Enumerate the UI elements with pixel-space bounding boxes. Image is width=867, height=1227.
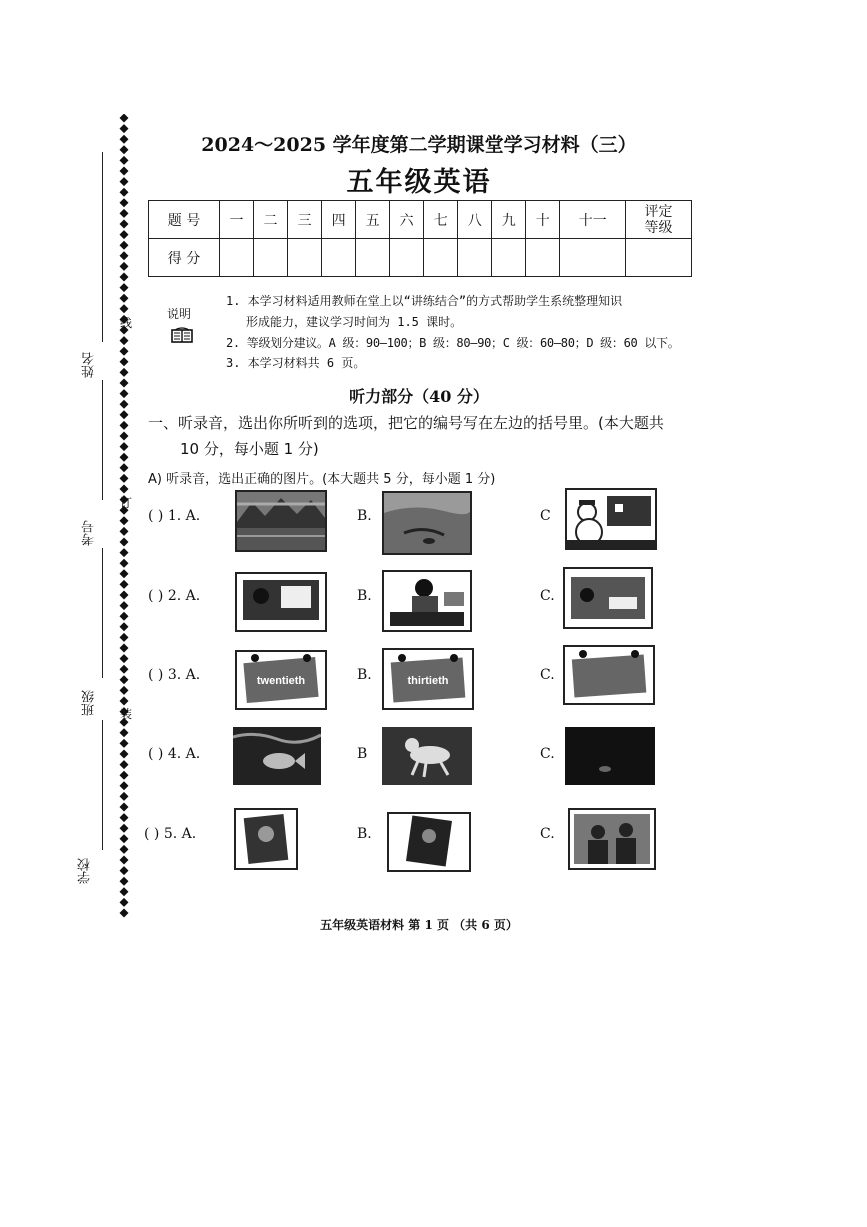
item-3-picture-a-text: twentieth: [256, 675, 306, 687]
diamond-mark: [120, 485, 129, 494]
diamond-mark: [120, 559, 129, 568]
item-4-picture-b: [382, 727, 472, 785]
tv-watching-image: [237, 574, 325, 630]
diamond-mark: [120, 251, 129, 260]
diamond-mark: [120, 792, 129, 801]
column-9: 九: [492, 201, 526, 239]
item-4-number: ( ) 4. A.: [148, 746, 201, 762]
diamond-mark: [120, 580, 129, 589]
page-footer: 五年级英语材料 第 1 页 （共 6 页）: [320, 918, 518, 932]
grade-header-bottom: 等级: [644, 219, 673, 236]
diamond-mark: [120, 188, 129, 197]
item-5-picture-c: [568, 808, 656, 870]
item-2-picture-a: [235, 572, 327, 632]
diamond-mark: [120, 421, 129, 430]
diamond-mark: [120, 294, 129, 303]
item-2-number: ( ) 2. A.: [148, 588, 201, 604]
diamond-mark: [120, 273, 129, 282]
score-cell: [288, 239, 322, 277]
calendar-card-image: [237, 652, 325, 708]
item-1-picture-c: [565, 488, 657, 550]
item-5-picture-a: [234, 808, 298, 870]
question-1-instructions: [148, 410, 693, 462]
item-4-picture-c: [565, 727, 655, 785]
cut-word-staple: 订: [120, 496, 133, 510]
diamond-mark: [120, 866, 129, 875]
diamond-mark: [120, 877, 129, 886]
item-3-picture-b: [382, 648, 474, 710]
diamond-mark: [120, 241, 129, 250]
note-3: 3. 本学习材料共 6 页。: [226, 356, 366, 370]
diamond-mark: [120, 909, 129, 918]
margin-line-name: [102, 152, 103, 342]
question-1-line-2: 10 分，每小题 1 分): [180, 440, 319, 458]
diamond-mark: [120, 156, 129, 165]
item-3-picture-c: [563, 645, 655, 705]
item-4-picture-a: [233, 727, 321, 785]
diamond-mark: [120, 898, 129, 907]
diamond-mark: [120, 124, 129, 133]
calendar-card-image: [384, 650, 472, 708]
column-6: 六: [390, 201, 424, 239]
portrait-image: [389, 814, 469, 870]
cooking-image: [384, 572, 470, 630]
diamond-mark: [120, 463, 129, 472]
diamond-mark: [120, 145, 129, 154]
column-10: 十: [526, 201, 560, 239]
item-3-number: ( ) 3. A.: [148, 667, 201, 683]
column-8: 八: [458, 201, 492, 239]
diamond-mark: [120, 347, 129, 356]
diamond-mark: [120, 262, 129, 271]
diamond-mark: [120, 728, 129, 737]
diamond-mark: [120, 856, 129, 865]
item-1-picture-b: [382, 491, 472, 555]
part-a-instructions: A) 听录音，选出正确的图片。(本大题共 5 分，每小题 1 分): [148, 472, 496, 487]
diamond-mark: [120, 167, 129, 176]
item-4-option-b: B: [357, 746, 368, 762]
note-2: 2. 等级划分建议。A 级：90—100；B 级：80—90；C 级：60—80；D 级：60 以下。: [226, 336, 680, 350]
item-2-option-c: C.: [540, 588, 555, 604]
binding-diamond-border: [117, 114, 131, 920]
diamond-mark: [120, 845, 129, 854]
class-label: 班级: [82, 690, 97, 716]
diamond-mark: [120, 739, 129, 748]
diamond-mark: [120, 230, 129, 239]
calendar-card-image: [565, 647, 653, 703]
item-5-option-c: C.: [540, 826, 555, 842]
item-1-number: ( ) 1. A.: [148, 508, 201, 524]
note-1-continued: 形成能力，建议学习时间为 1.5 课时。: [246, 315, 463, 329]
diamond-mark: [120, 304, 129, 313]
grade-header: [626, 201, 692, 239]
diamond-mark: [120, 612, 129, 621]
column-4: 四: [322, 201, 356, 239]
item-4-option-c: C.: [540, 746, 555, 762]
diamond-mark: [120, 622, 129, 631]
column-5: 五: [356, 201, 390, 239]
note-1: 1. 本学习材料适用教师在堂上以“讲练结合”的方式帮助学生系统整理知识: [226, 294, 623, 308]
diamond-mark: [120, 750, 129, 759]
margin-line-examno: [102, 380, 103, 500]
margin-line-school: [102, 720, 103, 850]
item-1-picture-a: [235, 490, 327, 552]
score-cell: [458, 239, 492, 277]
diamond-mark: [120, 803, 129, 812]
diamond-mark: [120, 887, 129, 896]
computer-image: [565, 569, 651, 627]
exam-number-label: 考号: [82, 520, 97, 546]
diamond-mark: [120, 834, 129, 843]
document-title: 2024～2025 学年度第二学期课堂学习材料（三）: [201, 134, 637, 156]
dog-running-image: [382, 727, 472, 785]
diamond-mark: [120, 644, 129, 653]
book-icon: [171, 327, 193, 343]
subject-title: 五年级英语: [346, 167, 492, 198]
diamond-mark: [120, 357, 129, 366]
diamond-mark: [120, 135, 129, 144]
score-row-header: 得 分: [149, 239, 220, 277]
item-2-picture-b: [382, 570, 472, 632]
column-11: 十一: [560, 201, 626, 239]
column-1: 一: [220, 201, 254, 239]
diamond-mark: [120, 781, 129, 790]
snowman-image: [567, 490, 655, 548]
diamond-mark: [120, 220, 129, 229]
diamond-mark: [120, 569, 129, 578]
margin-line-class: [102, 548, 103, 678]
fish-image: [233, 727, 321, 785]
diamond-mark: [120, 198, 129, 207]
diamond-mark: [120, 516, 129, 525]
family-photo-image: [570, 810, 654, 868]
diamond-mark: [120, 368, 129, 377]
grade-header-top: 评定: [644, 203, 673, 220]
column-3: 三: [288, 201, 322, 239]
diamond-mark: [120, 453, 129, 462]
diamond-mark: [120, 824, 129, 833]
score-cell: [356, 239, 390, 277]
item-5-option-b: B.: [357, 826, 372, 842]
diamond-mark: [120, 432, 129, 441]
diamond-mark: [120, 177, 129, 186]
score-cell: [560, 239, 626, 277]
item-1-option-b: B.: [357, 508, 372, 524]
column-7: 七: [424, 201, 458, 239]
diamond-mark: [120, 675, 129, 684]
diamond-mark: [120, 813, 129, 822]
diamond-mark: [120, 442, 129, 451]
diamond-mark: [120, 527, 129, 536]
name-label: 姓名: [82, 352, 97, 378]
poster-image: [236, 810, 296, 868]
item-5-picture-b: [387, 812, 471, 872]
diamond-mark: [120, 654, 129, 663]
diamond-mark: [120, 548, 129, 557]
grade-cell: [626, 239, 692, 277]
diamond-mark: [120, 283, 129, 292]
cut-word-bind: 装: [120, 707, 133, 721]
score-table: [148, 200, 692, 277]
diamond-mark: [120, 400, 129, 409]
diamond-mark: [120, 538, 129, 547]
score-cell: [254, 239, 288, 277]
score-cell: [220, 239, 254, 277]
item-3-picture-b-text: thirtieth: [407, 675, 449, 687]
score-cell: [526, 239, 560, 277]
diamond-mark: [120, 114, 129, 123]
cut-word-line: 线: [120, 316, 133, 330]
item-3-option-b: B.: [357, 667, 372, 683]
question-number-header: 题 号: [149, 201, 220, 239]
diamond-mark: [120, 771, 129, 780]
night-scene-image: [565, 727, 655, 785]
diamond-mark: [120, 336, 129, 345]
seaside-image: [384, 493, 470, 553]
diamond-mark: [120, 591, 129, 600]
notes-label: 说明: [167, 307, 192, 321]
score-cell: [492, 239, 526, 277]
item-2-picture-c: [563, 567, 653, 629]
mountain-lake-image: [237, 492, 325, 550]
school-label: 学校: [78, 858, 93, 884]
question-1-line-1: 一、听录音，选出你所听到的选项，把它的编号写在左边的括号里。(本大题共: [148, 414, 664, 432]
score-cell: [322, 239, 356, 277]
item-2-option-b: B.: [357, 588, 372, 604]
diamond-mark: [120, 410, 129, 419]
diamond-mark: [120, 633, 129, 642]
diamond-mark: [120, 474, 129, 483]
diamond-mark: [120, 379, 129, 388]
listening-section-title: 听力部分（40 分）: [349, 387, 489, 406]
score-cell: [390, 239, 424, 277]
diamond-mark: [120, 665, 129, 674]
diamond-mark: [120, 686, 129, 695]
diamond-mark: [120, 209, 129, 218]
item-5-number: ( ) 5. A.: [144, 826, 197, 842]
item-3-option-c: C.: [540, 667, 555, 683]
column-2: 二: [254, 201, 288, 239]
item-1-option-c: C: [540, 508, 551, 524]
score-cell: [424, 239, 458, 277]
diamond-mark: [120, 760, 129, 769]
item-3-picture-a: [235, 650, 327, 710]
diamond-mark: [120, 389, 129, 398]
diamond-mark: [120, 601, 129, 610]
